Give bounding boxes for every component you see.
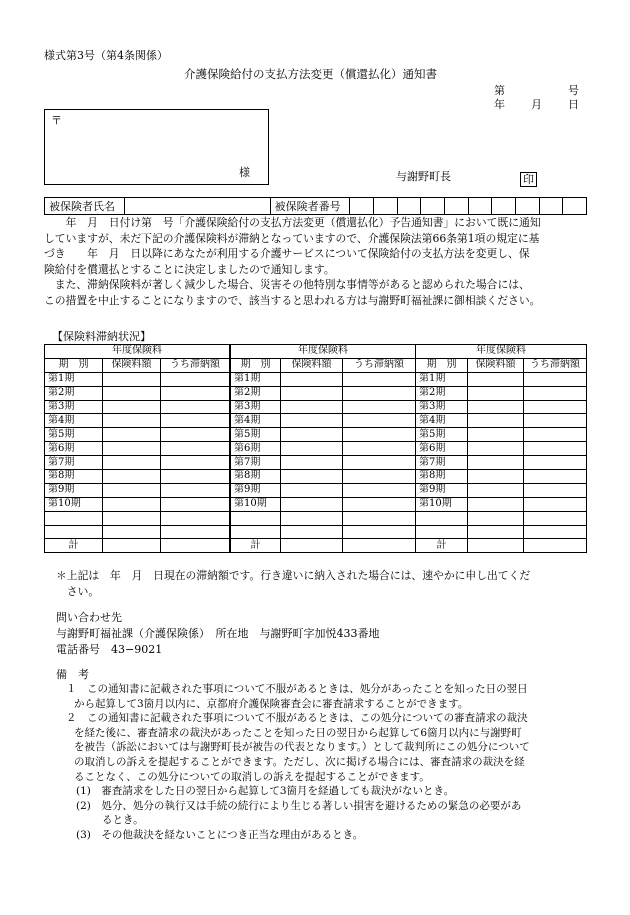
- remark-line: ２ この通知書に記載された事項について不服があるときは、この処分についての審査請求の裁決: [66, 712, 528, 725]
- period-label: 第6期: [416, 442, 468, 456]
- remark-line: １ この通知書に記載された事項について不服があるときは、処分があったことを知った日の翌日: [66, 683, 528, 695]
- remark-line: から起算して3箇月以内に、京都府介護保険審査会に審査請求することができます。: [74, 697, 469, 710]
- period-label: 第10期: [416, 497, 468, 511]
- remark-line: るとき。: [102, 814, 144, 827]
- col-amount: 保険料額: [468, 358, 524, 372]
- status-table-2: [230, 344, 416, 553]
- contact-phone: 電話番号 43−9021: [56, 643, 163, 656]
- period-label: 第1期: [45, 372, 103, 386]
- status-table-3: [415, 344, 587, 553]
- col-arrears: うち滞納額: [161, 358, 230, 372]
- period-label: 第3期: [231, 400, 281, 414]
- insured-number-digit: [539, 198, 563, 215]
- period-label: 第8期: [231, 470, 281, 484]
- period-label: 第10期: [231, 497, 281, 511]
- remarks-heading: 備 考: [56, 668, 89, 681]
- address-box: [44, 109, 269, 185]
- notice-body: [44, 215, 541, 309]
- insured-number-digit: [374, 198, 398, 215]
- issue-number-suffix: 号: [568, 84, 579, 97]
- period-label: 第10期: [45, 497, 103, 511]
- period-label: 第7期: [416, 456, 468, 470]
- period-label: 第5期: [231, 428, 281, 442]
- seal-mark: [520, 168, 537, 187]
- period-label: 第2期: [231, 386, 281, 400]
- period-label: 第3期: [45, 400, 103, 414]
- col-arrears: うち滞納額: [343, 358, 416, 372]
- insured-number-digit: [421, 198, 445, 215]
- period-label: 第8期: [45, 470, 103, 484]
- total-label: 計: [416, 539, 468, 553]
- col-arrears: うち滞納額: [524, 358, 587, 372]
- body-line: また、滞納保険料が著しく減少した場合、災害その他特別な事情等があると認められた場合には、: [44, 278, 530, 292]
- col-amount: 保険料額: [103, 358, 161, 372]
- remark-line: を被告（訴訟においては与謝野町長が被告の代表となります。）として裁判所にこの処分について: [74, 741, 530, 754]
- address-honorific: 様: [239, 166, 250, 179]
- insured-number-digit: [397, 198, 421, 215]
- remark-line: の取消しの訴えを提起することができます。ただし、次に掲げる場合には、審査請求の裁決を経: [74, 755, 525, 768]
- period-label: 第9期: [416, 483, 468, 497]
- period-label: 第8期: [416, 470, 468, 484]
- period-label: 第5期: [416, 428, 468, 442]
- contact-address: 与謝野町福祉課（介護保険係） 所在地 与謝野町字加悦433番地: [56, 627, 380, 640]
- insured-info-table: [44, 197, 587, 215]
- remark-line: (2) 処分、処分の執行又は手続の続行により生じる著しい損害を避けるための緊急の必要があ: [76, 799, 522, 812]
- insured-number-digit: [515, 198, 539, 215]
- postal-mark: 〒: [51, 114, 62, 127]
- document-title: 介護保険給付の支払方法変更（償還払化）通知書: [184, 67, 437, 81]
- insured-number-digit: [350, 198, 374, 215]
- body-line: この措置を中止することになりますので、該当すると思われる方は与謝野町福祉課に御相談ください。: [44, 293, 541, 307]
- body-line: づき 年 月 日以降にあなたが利用する介護サービスについて保険給付の支払方法を変更し、保: [44, 247, 530, 261]
- issue-month: 月: [531, 98, 542, 111]
- insured-number-digit: [445, 198, 469, 215]
- body-line: 年 月 日付け第 号「介護保険給付の支払方法変更（償還払化）予告通知書」において既に通知: [44, 216, 541, 229]
- remarks-body: [56, 682, 530, 843]
- issue-day: 日: [568, 98, 579, 111]
- arrears-note: [56, 568, 530, 599]
- period-label: 第2期: [416, 386, 468, 400]
- period-label: 第6期: [231, 442, 281, 456]
- issuer-name: 与謝野町長: [396, 170, 451, 183]
- period-label: 第7期: [231, 456, 281, 470]
- remark-line: (3) その他裁決を経ないことにつき正当な理由があるとき。: [76, 828, 364, 841]
- period-label: 第5期: [45, 428, 103, 442]
- issue-number-prefix: 第: [494, 84, 505, 97]
- note-line: さい。: [56, 584, 100, 598]
- insured-name-cell: [124, 198, 270, 215]
- body-line: していますが、未だ下記の介護保険料が滞納となっていますので、介護保険法第66条第1項の規定に基: [44, 231, 540, 245]
- status-heading: 【保険料滞納状況】: [52, 330, 151, 343]
- col-period: 期 別: [231, 358, 281, 372]
- period-label: 第7期: [45, 456, 103, 470]
- period-label: 第4期: [416, 414, 468, 428]
- period-label: 第4期: [45, 414, 103, 428]
- seal-label: 印: [520, 172, 537, 187]
- total-label: 計: [45, 539, 103, 553]
- status-table-1: [44, 344, 230, 553]
- body-line: 険給付を償還払とすることに決定しましたので通知します。: [44, 262, 335, 276]
- remark-line: (1) 審査請求をした日の翌日から起算して3箇月を経過しても裁決がないとき。: [76, 785, 455, 798]
- period-label: 第9期: [231, 483, 281, 497]
- period-label: 第2期: [45, 386, 103, 400]
- total-label: 計: [231, 539, 281, 553]
- year-header: 年度保険料: [231, 345, 416, 359]
- col-amount: 保険料額: [281, 358, 343, 372]
- remark-line: を経た後に、審査請求の裁決があったことを知った日の翌日から起算して6箇月以内に与謝野町: [74, 726, 522, 739]
- col-period: 期 別: [45, 358, 103, 372]
- col-period: 期 別: [416, 358, 468, 372]
- insured-number-label: 被保険者番号: [270, 198, 350, 215]
- year-header: 年度保険料: [45, 345, 230, 359]
- period-label: 第1期: [416, 372, 468, 386]
- insured-name-label: 被保険者氏名: [45, 198, 125, 215]
- period-label: 第3期: [416, 400, 468, 414]
- year-header: 年度保険料: [416, 345, 587, 359]
- contact-heading: 問い合わせ先: [56, 611, 122, 624]
- period-label: 第6期: [45, 442, 103, 456]
- period-label: 第9期: [45, 483, 103, 497]
- insured-number-digit: [563, 198, 587, 215]
- insured-number-digit: [492, 198, 516, 215]
- insured-number-digit: [468, 198, 492, 215]
- period-label: 第4期: [231, 414, 281, 428]
- remark-line: ることなく、この処分についての取消しの訴えを提起することができます。: [74, 770, 430, 783]
- note-line: ＊上記は 年 月 日現在の滞納額です。行き違いに納入された場合には、速やかに申し出てくだ: [56, 569, 531, 582]
- issue-year: 年: [494, 98, 505, 111]
- form-id: 様式第3号（第4条関係）: [44, 49, 168, 62]
- period-label: 第1期: [231, 372, 281, 386]
